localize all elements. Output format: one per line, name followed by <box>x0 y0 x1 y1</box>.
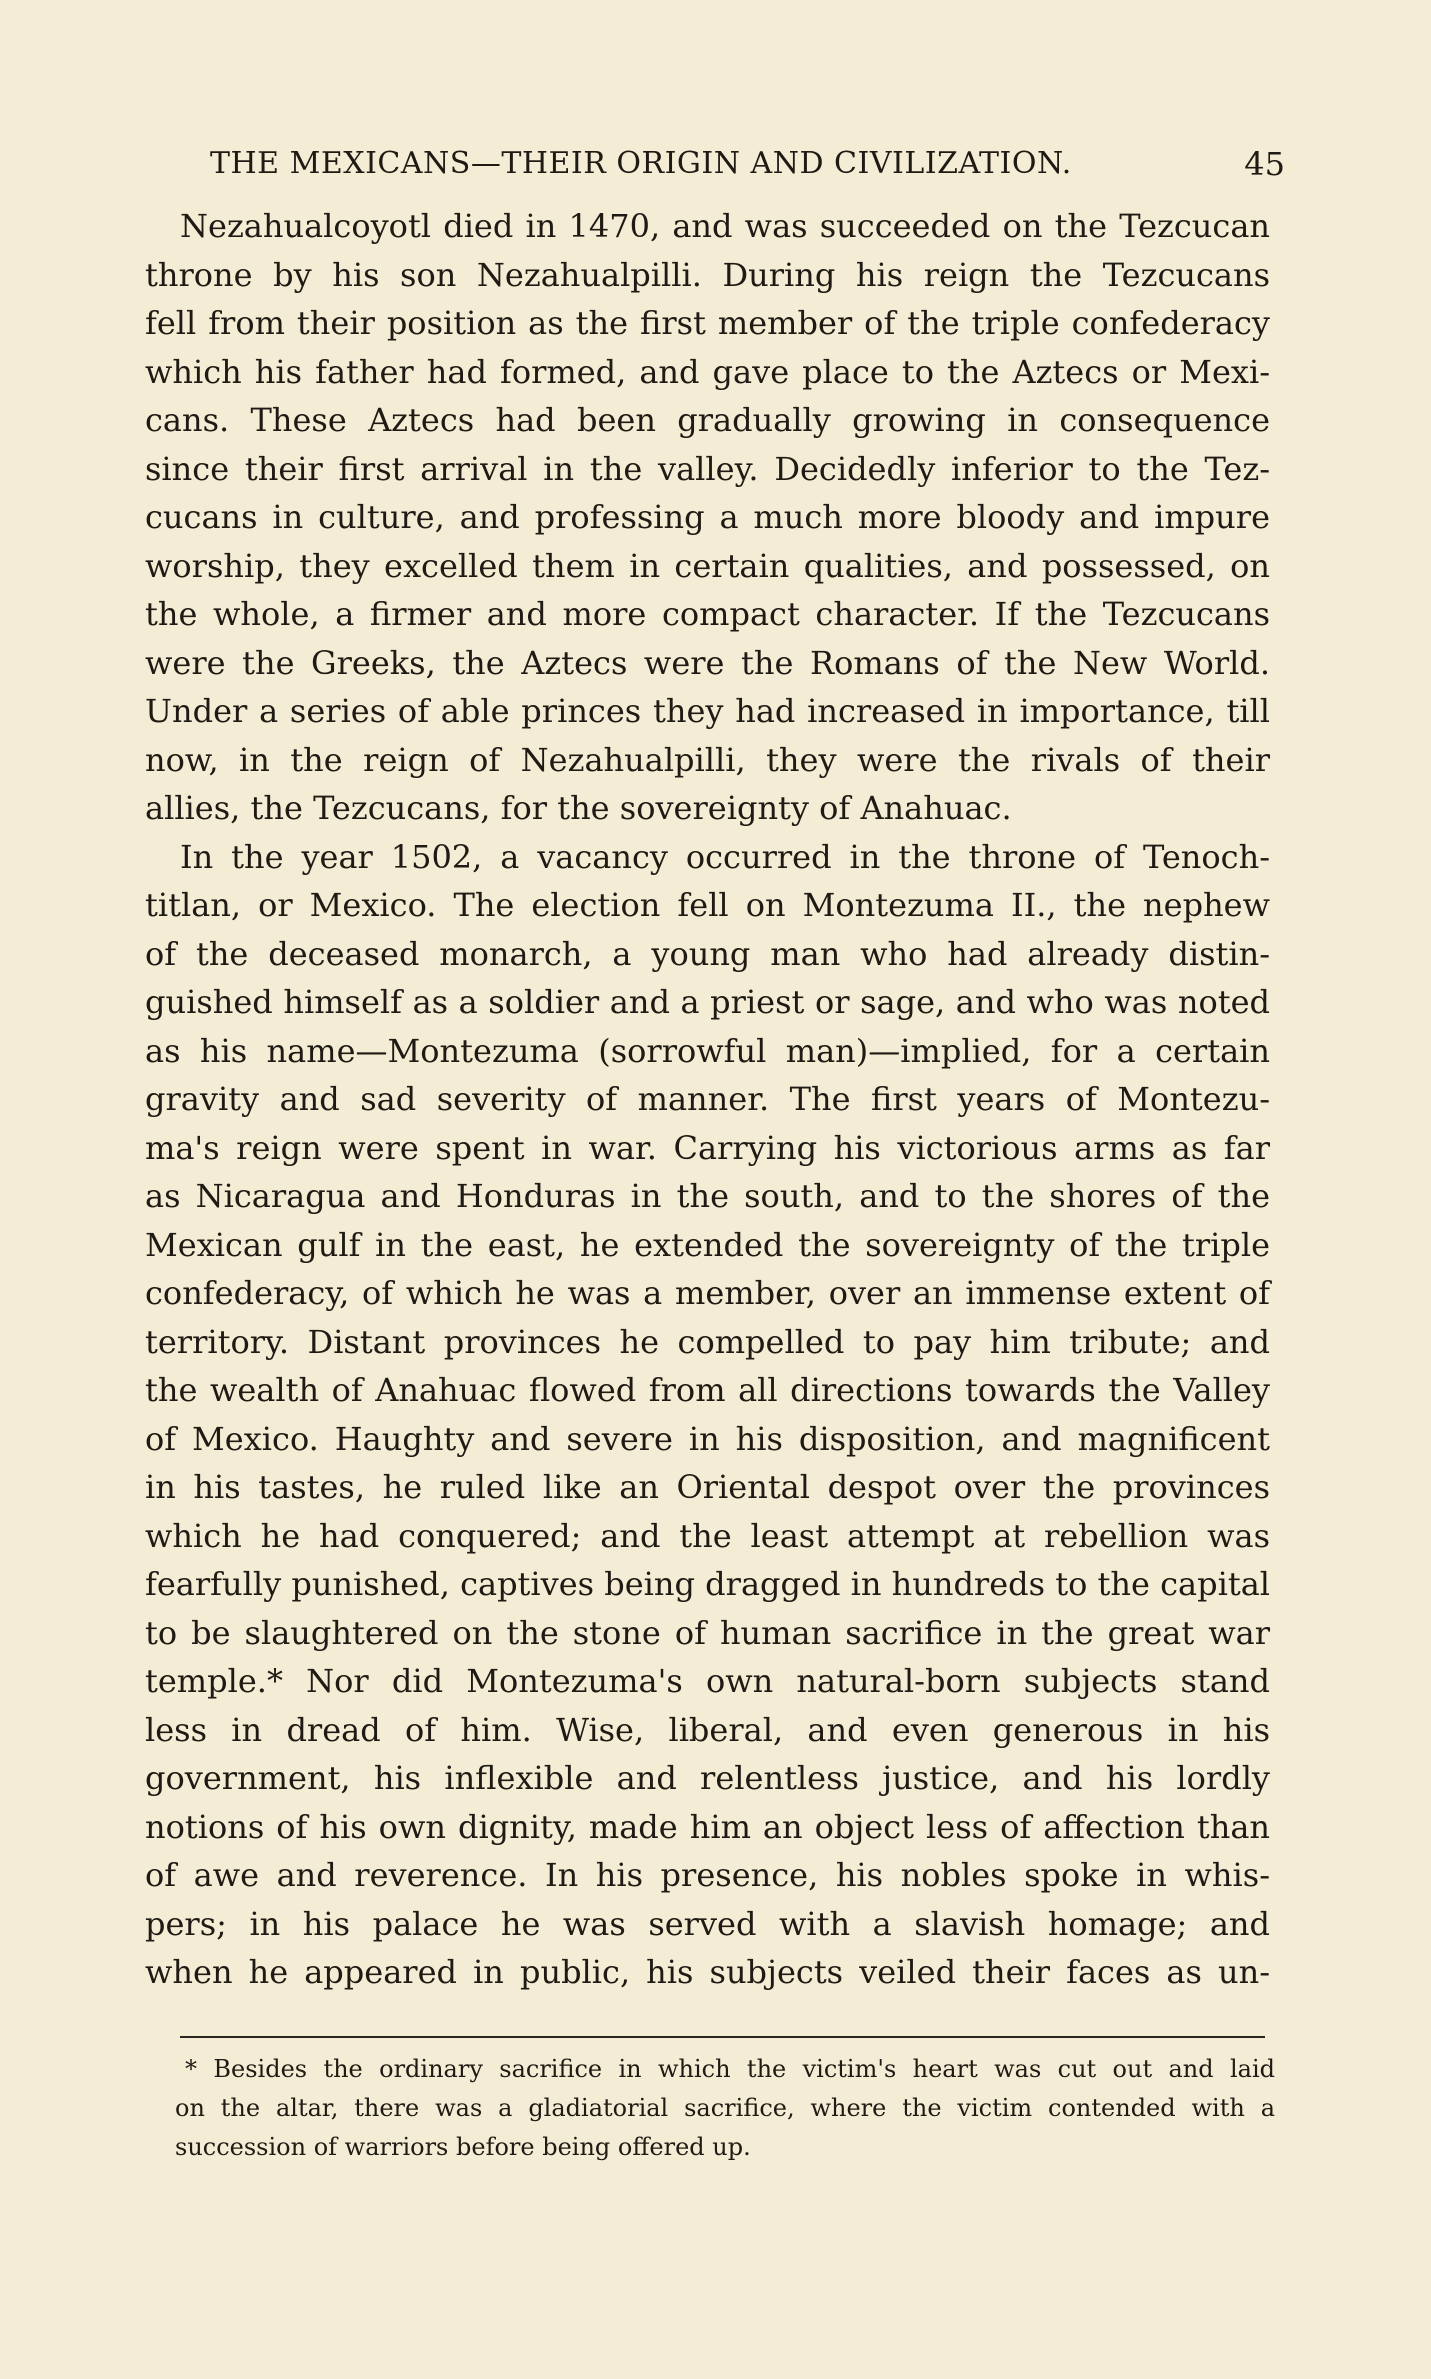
text-line: of awe and reverence. In his presence, his nobles spoke in whis- <box>145 1856 1270 1894</box>
text-line: In the year 1502, a vacancy occurred in the throne of Tenoch- <box>180 837 1270 876</box>
text-line: to be slaughtered on the stone of human sacrifice in the great war <box>145 1613 1270 1652</box>
text-line: Under a series of able princes they had increased in importance, till <box>145 692 1270 730</box>
text-line: fearfully punished, captives being dragged in hundreds to the capital <box>145 1565 1270 1603</box>
footnote-line: * Besides the ordinary sacrifice in which the victim's heart was cut out and laid <box>185 2055 1275 2083</box>
text-line: the wealth of Anahuac flowed from all directions towards the Valley <box>145 1371 1270 1409</box>
text-line: notions of his own dignity, made him an object less of affection than <box>145 1807 1270 1846</box>
text-line: as his name—Montezuma (sorrowful man)—implied, for a certain <box>145 1031 1270 1070</box>
text-line: guished himself as a soldier and a priest or sage, and who was noted <box>145 983 1270 1021</box>
text-line: which he had conquered; and the least attempt at rebellion was <box>145 1516 1270 1555</box>
text-line: when he appeared in public, his subjects veiled their faces as un- <box>145 1953 1270 1991</box>
text-line: cucans in culture, and professing a much more bloody and impure <box>145 498 1270 536</box>
page-number: 45 <box>1244 145 1285 183</box>
text-line: the whole, a firmer and more compact character. If the Tezcucans <box>145 595 1270 633</box>
text-line: gravity and sad severity of manner. The first years of Montezu- <box>145 1080 1270 1118</box>
text-line: worship, they excelled them in certain qualities, and possessed, on <box>145 546 1270 585</box>
text-line: pers; in his palace he was served with a slavish homage; and <box>145 1904 1270 1943</box>
text-line: as Nicaragua and Honduras in the south, and to the shores of the <box>145 1177 1270 1215</box>
footnote-line: on the altar, there was a gladiatorial sacrifice, where the victim contended with a <box>175 2094 1275 2122</box>
text-line: were the Greeks, the Aztecs were the Romans of the New World. <box>145 643 1270 682</box>
running-head: THE MEXICANS—THEIR ORIGIN AND CIVILIZATION. <box>210 146 1072 181</box>
text-line: since their first arrival in the valley. Decidedly inferior to the Tez- <box>145 449 1270 488</box>
text-line: confederacy, of which he was a member, over an immense extent of <box>145 1274 1270 1312</box>
text-line: in his tastes, he ruled like an Oriental despot over the provinces <box>145 1468 1270 1506</box>
body-text <box>145 202 1270 1991</box>
text-line: temple.* Nor did Montezuma's own natural-born subjects stand <box>145 1662 1270 1700</box>
text-line: ma's reign were spent in war. Carrying his victorious arms as far <box>145 1128 1270 1167</box>
text-line: allies, the Tezcucans, for the sovereignty of Anahuac. <box>145 789 1012 827</box>
text-line: of the deceased monarch, a young man who had already distin- <box>145 934 1270 973</box>
text-line: Nezahualcoyotl died in 1470, and was succeeded on the Tezcucan <box>180 207 1270 245</box>
text-line: fell from their position as the first member of the triple confederacy <box>145 304 1270 342</box>
page-header <box>210 140 1285 188</box>
footnote-divider <box>180 2036 1265 2038</box>
text-line: territory. Distant provinces he compelled to pay him tribute; and <box>145 1322 1270 1361</box>
text-line: now, in the reign of Nezahualpilli, they were the rivals of their <box>145 740 1270 779</box>
text-line: cans. These Aztecs had been gradually growing in consequence <box>145 401 1270 439</box>
text-line: titlan, or Mexico. The election fell on Montezuma II., the nephew <box>145 886 1270 924</box>
text-line: of Mexico. Haughty and severe in his disposition, and magnificent <box>145 1419 1270 1458</box>
text-line: Mexican gulf in the east, he extended the sovereignty of the triple <box>145 1225 1270 1264</box>
text-line: throne by his son Nezahualpilli. During his reign the Tezcucans <box>145 255 1270 294</box>
text-line: government, his inflexible and relentless justice, and his lordly <box>145 1759 1270 1797</box>
footnote <box>175 2050 1275 2180</box>
footnote-line: succession of warriors before being offered up. <box>175 2133 751 2161</box>
text-line: less in dread of him. Wise, liberal, and even generous in his <box>145 1710 1270 1749</box>
text-line: which his father had formed, and gave place to the Aztecs or Mexi- <box>145 352 1270 391</box>
